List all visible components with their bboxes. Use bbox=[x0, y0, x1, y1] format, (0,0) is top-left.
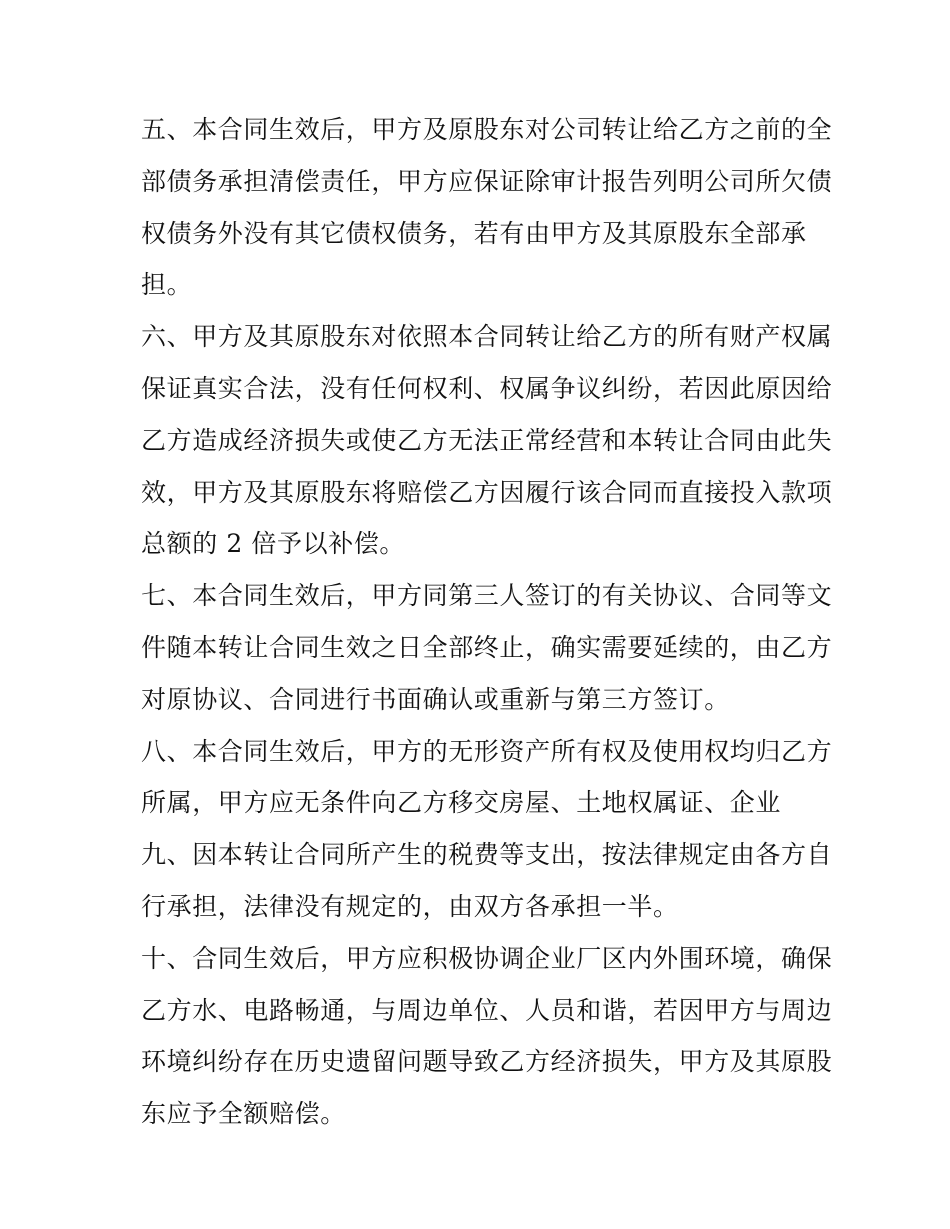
clause-line: 东应予全额赔偿。 bbox=[141, 1099, 346, 1129]
clause-line: 保证真实合法，没有任何权利、权属争议纠纷，若因此原因给 bbox=[141, 373, 833, 403]
clause-5 bbox=[141, 104, 833, 311]
clause-line: 乙方造成经济损失或使乙方无法正常经营和本转让合同由此失 bbox=[141, 425, 833, 455]
clause-line: 权债务外没有其它债权债务，若有由甲方及其原股东全部承 bbox=[141, 218, 807, 248]
clause-line: 乙方水、电路畅通，与周边单位、人员和谐，若因甲方与周边 bbox=[141, 995, 833, 1025]
clause-line: 担。 bbox=[141, 270, 193, 300]
clause-line: 行承担，法律没有规定的，由双方各承担一半。 bbox=[141, 891, 679, 921]
clause-line: 八、本合同生效后，甲方的无形资产所有权及使用权均归乙方 bbox=[141, 736, 833, 766]
contract-clauses bbox=[141, 104, 833, 1140]
clause-10 bbox=[141, 933, 833, 1140]
clause-line: 七、本合同生效后，甲方同第三人签订的有关协议、合同等文 bbox=[141, 581, 833, 611]
clause-line: 对原协议、合同进行书面确认或重新与第三方签订。 bbox=[141, 684, 730, 714]
clause-6 bbox=[141, 311, 833, 570]
clause-line: 六、甲方及其原股东对依照本合同转让给乙方的所有财产权属 bbox=[141, 322, 833, 352]
clause-line: 所属，甲方应无条件向乙方移交房屋、土地权属证、企业 bbox=[141, 788, 782, 818]
clause-line: 件随本转让合同生效之日全部终止，确实需要延续的，由乙方 bbox=[141, 632, 833, 662]
clause-8 bbox=[141, 726, 833, 830]
clause-line: 十、合同生效后，甲方应积极协调企业厂区内外围环境，确保 bbox=[141, 943, 833, 973]
clause-line: 五、本合同生效后，甲方及原股东对公司转让给乙方之前的全 bbox=[141, 115, 833, 144]
clause-line: 环境纠纷存在历史遗留问题导致乙方经济损失，甲方及其原股 bbox=[141, 1047, 833, 1077]
clause-line: 总额的 2 倍予以补偿。 bbox=[141, 529, 406, 559]
clause-7 bbox=[141, 570, 833, 725]
clause-9 bbox=[141, 829, 833, 933]
clause-line: 九、因本转让合同所产生的税费等支出，按法律规定由各方自 bbox=[141, 840, 833, 870]
clause-line: 效，甲方及其原股东将赔偿乙方因履行该合同而直接投入款项 bbox=[141, 477, 833, 507]
clause-line: 部债务承担清偿责任，甲方应保证除审计报告列明公司所欠债 bbox=[141, 166, 833, 196]
